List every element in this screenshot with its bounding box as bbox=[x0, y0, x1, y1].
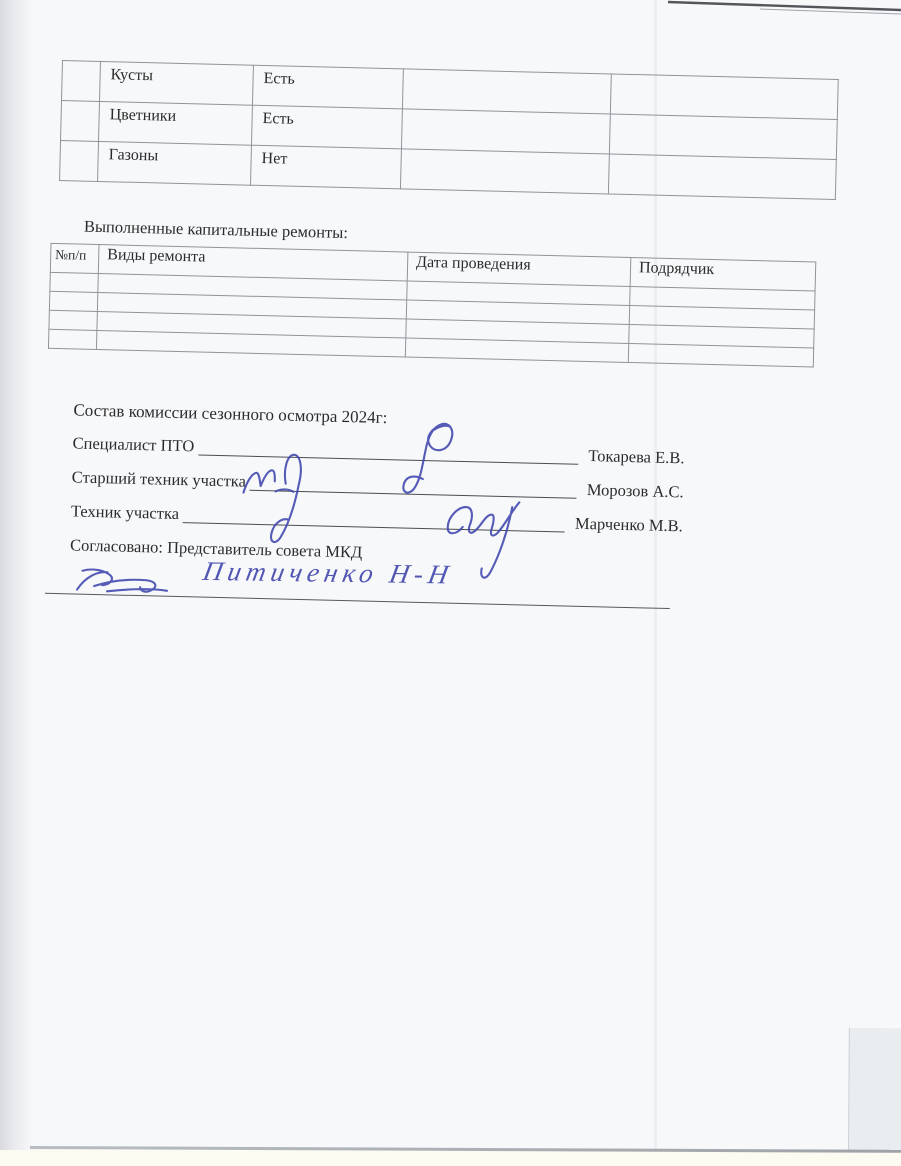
table-cell: Есть bbox=[252, 65, 403, 109]
handwritten-name: Питиченко Н-Н bbox=[200, 556, 456, 590]
agreed-label: Согласовано: Представитель совета МКД bbox=[69, 535, 363, 562]
table-cell: Кусты bbox=[99, 61, 253, 105]
signature-stroke-3 bbox=[446, 501, 519, 579]
signature-stroke-1 bbox=[403, 423, 452, 494]
signature-stroke-2 bbox=[242, 454, 301, 543]
member-name: Морозов А.С. bbox=[586, 480, 684, 502]
table-cell: Есть bbox=[251, 105, 402, 149]
column-header: Виды ремонта bbox=[98, 245, 408, 282]
column-header: №п/п bbox=[50, 243, 99, 273]
role-label: Специалист ПТО bbox=[72, 433, 195, 456]
column-header: Дата проведения bbox=[407, 252, 631, 286]
commission-title: Состав комиссии сезонного осмотра 2024г: bbox=[73, 400, 388, 428]
member-name: Марченко М.В. bbox=[574, 513, 684, 536]
table-cell: Газоны bbox=[98, 141, 252, 185]
role-label: Старший техник участка bbox=[71, 467, 247, 491]
signature-stroke-4 bbox=[77, 569, 167, 593]
role-label: Техник участка bbox=[70, 501, 180, 524]
member-name: Токарева Е.В. bbox=[588, 446, 685, 468]
repairs-heading: Выполненные капитальные ремонты: bbox=[83, 216, 349, 243]
table-cell: Нет bbox=[250, 145, 401, 189]
table-cell: Цветники bbox=[99, 101, 253, 145]
column-header: Подрядчик bbox=[630, 258, 816, 292]
